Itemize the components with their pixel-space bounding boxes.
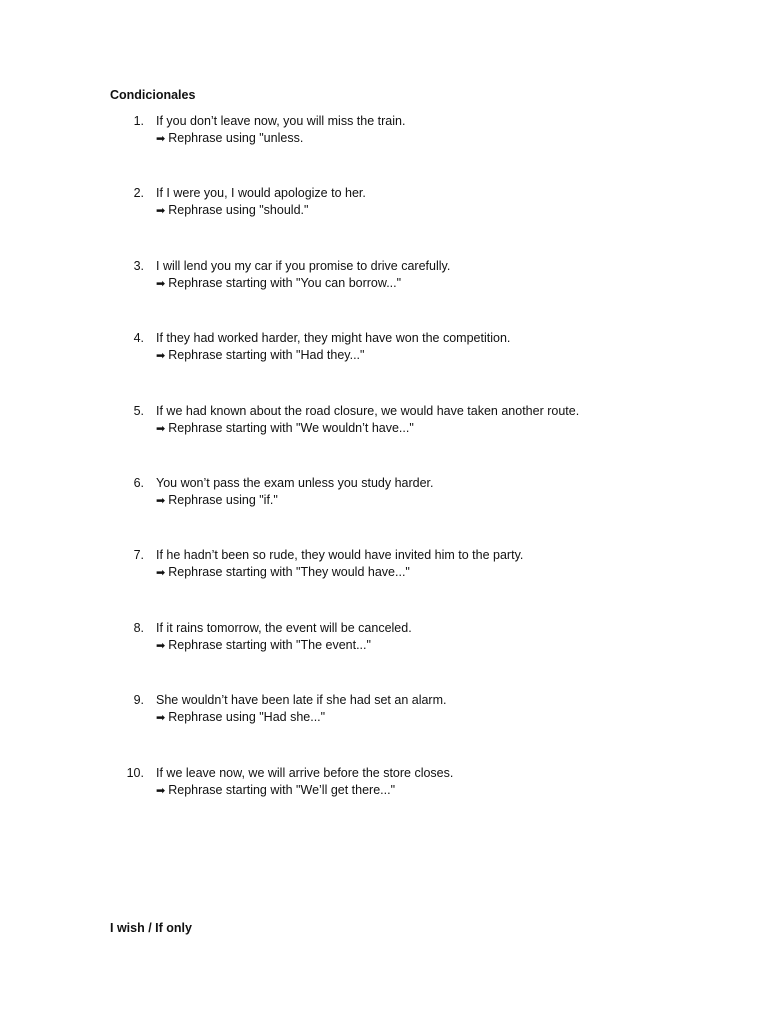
exercise-instruction-text: Rephrase starting with "They would have..." <box>168 565 410 580</box>
exercise-sentence: If I were you, I would apologize to her. <box>156 186 366 201</box>
exercise-item <box>0 113 768 185</box>
right-arrow-icon: ➡ <box>156 349 166 363</box>
exercise-instruction-text: Rephrase using "if." <box>168 492 278 507</box>
exercise-instruction-text: Rephrase starting with "The event..." <box>168 637 371 652</box>
exercise-instruction-text: Rephrase starting with "Had they..." <box>168 348 365 363</box>
exercise-instruction <box>156 130 303 147</box>
right-arrow-icon: ➡ <box>156 132 166 145</box>
exercise-instruction <box>156 782 395 799</box>
right-arrow-icon: ➡ <box>156 711 166 725</box>
exercise-instruction <box>156 564 410 581</box>
exercise-item <box>0 185 768 257</box>
exercise-sentence: I will lend you my car if you promise to drive carefully. <box>156 258 451 273</box>
exercise-instruction <box>156 492 278 509</box>
exercise-number: 3. <box>133 258 144 273</box>
exercise-number: 9. <box>133 693 144 708</box>
exercise-number: 10. <box>126 765 144 780</box>
exercise-instruction <box>156 202 308 219</box>
exercise-instruction <box>156 709 325 726</box>
section-heading-conditionals: Condicionales <box>110 88 196 102</box>
exercise-sentence: She wouldn’t have been late if she had set an alarm. <box>156 693 447 708</box>
exercise-sentence: If he hadn’t been so rude, they would have invited him to the party. <box>156 548 524 563</box>
exercise-instruction <box>156 347 364 364</box>
right-arrow-icon: ➡ <box>156 276 166 290</box>
exercise-number: 8. <box>133 620 144 635</box>
exercise-item <box>0 692 768 764</box>
exercise-instruction-text: Rephrase starting with "We wouldn’t have..." <box>168 420 414 435</box>
exercise-instruction-text: Rephrase using "unless. <box>168 131 304 145</box>
exercise-number: 2. <box>133 186 144 201</box>
exercise-sentence: If it rains tomorrow, the event will be canceled. <box>156 620 412 635</box>
exercise-number: 7. <box>133 548 144 563</box>
exercise-instruction <box>156 637 371 654</box>
exercise-number: 5. <box>133 403 144 418</box>
exercise-sentence: If you don’t leave now, you will miss the train. <box>156 114 406 128</box>
right-arrow-icon: ➡ <box>156 638 166 652</box>
exercise-item <box>0 330 768 402</box>
exercise-instruction <box>156 420 414 437</box>
exercise-number: 1. <box>133 114 144 128</box>
exercise-number: 6. <box>133 475 144 490</box>
exercise-item <box>0 547 768 619</box>
right-arrow-icon: ➡ <box>156 783 166 797</box>
exercise-list <box>0 113 768 837</box>
exercise-item <box>0 258 768 330</box>
right-arrow-icon: ➡ <box>156 204 166 218</box>
exercise-item <box>0 475 768 547</box>
exercise-instruction-text: Rephrase starting with "We’ll get there..." <box>168 782 396 797</box>
exercise-sentence: If we had known about the road closure, we would have taken another route. <box>156 403 580 418</box>
section-heading-i-wish: I wish / If only <box>110 921 192 935</box>
right-arrow-icon: ➡ <box>156 493 166 507</box>
exercise-instruction-text: Rephrase using "Had she..." <box>168 710 326 725</box>
right-arrow-icon: ➡ <box>156 421 166 435</box>
exercise-sentence: You won’t pass the exam unless you study harder. <box>156 475 434 490</box>
exercise-instruction <box>156 275 401 292</box>
exercise-instruction-text: Rephrase using "should." <box>168 203 309 218</box>
exercise-sentence: If they had worked harder, they might have won the competition. <box>156 331 511 346</box>
exercise-instruction-text: Rephrase starting with "You can borrow..." <box>168 275 402 290</box>
exercise-number: 4. <box>133 331 144 346</box>
exercise-item <box>0 765 768 837</box>
exercise-sentence: If we leave now, we will arrive before the store closes. <box>156 765 454 780</box>
exercise-item <box>0 403 768 475</box>
exercise-item <box>0 620 768 692</box>
right-arrow-icon: ➡ <box>156 566 166 580</box>
